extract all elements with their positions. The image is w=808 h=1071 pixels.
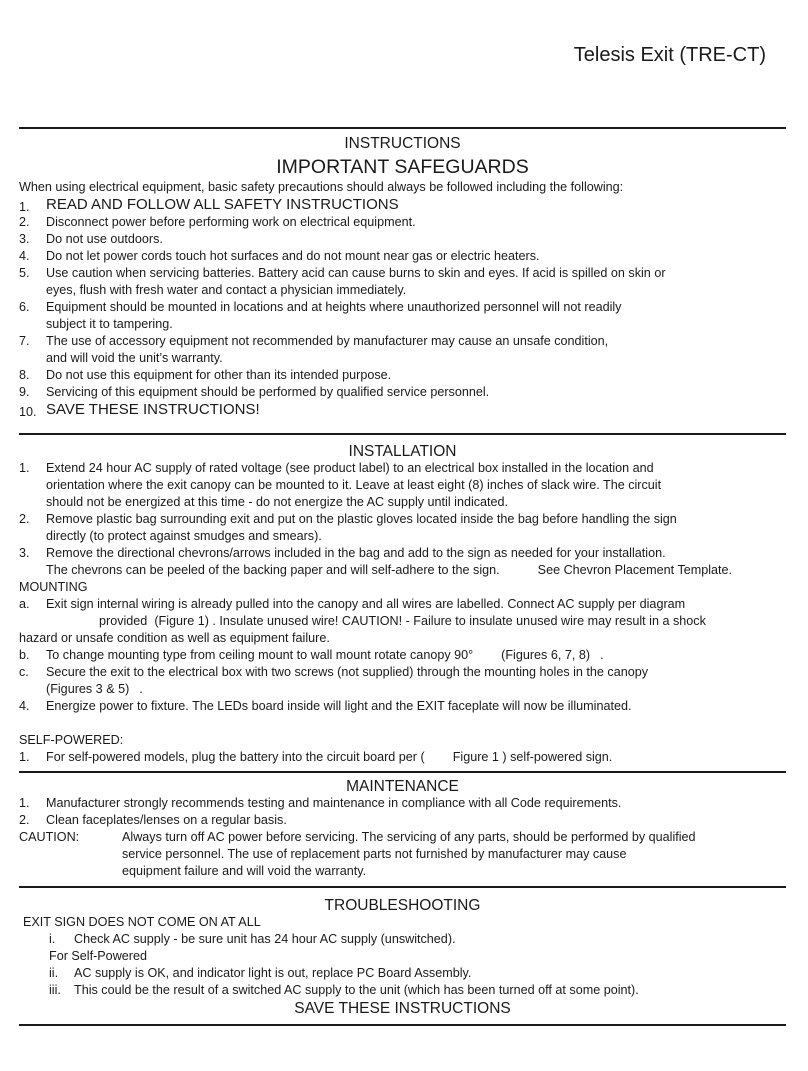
item-number: 1. xyxy=(19,461,30,475)
chevron-template-reference: See Chevron Placement Template. xyxy=(537,563,733,577)
list-item xyxy=(19,333,786,350)
figure-reference: (Figures 3 & 5) xyxy=(46,682,130,696)
instructions-section xyxy=(19,134,786,419)
list-item xyxy=(19,299,786,316)
item-number: i. xyxy=(49,932,56,946)
figure-reference: (Figure 1) xyxy=(154,614,209,628)
item-number: 3. xyxy=(19,546,30,560)
save-instructions-footer: SAVE THESE INSTRUCTIONS xyxy=(294,1000,511,1017)
item-text: Manufacturer strongly recommends testing and maintenance in compliance with all Code requirements. xyxy=(46,796,622,810)
caution-text: equipment failure and will void the warranty. xyxy=(122,864,367,878)
item-number: 1. xyxy=(19,200,30,214)
list-item xyxy=(19,248,786,265)
item-text: The chevrons can be peeled of the backing paper and will self-adhere to the sign. xyxy=(46,563,500,577)
item-text: Check AC supply - be sure unit has 24 hour AC supply (unswitched). xyxy=(74,932,456,946)
list-item xyxy=(19,401,786,419)
item-text: Do not use outdoors. xyxy=(46,232,163,246)
figure-reference: (Figures 6, 7, 8) xyxy=(501,648,591,662)
item-number: 2. xyxy=(19,215,30,229)
list-item xyxy=(19,367,786,384)
list-item xyxy=(19,545,786,562)
installation-section xyxy=(19,442,786,766)
item-text: . xyxy=(139,682,143,696)
item-text: Energize power to fixture. The LEDs board inside will light and the EXIT faceplate will now be illuminated. xyxy=(46,699,632,713)
item-number: 1. xyxy=(19,750,30,764)
item-text: Clean faceplates/lenses on a regular basis. xyxy=(46,813,287,827)
item-text: This could be the result of a switched AC supply to the unit (which has been turned off at some point). xyxy=(74,983,639,997)
maintenance-heading: MAINTENANCE xyxy=(346,778,459,795)
list-item xyxy=(19,965,786,982)
item-continuation: should not be energized at this time - do not energize the AC supply until indicated. xyxy=(46,495,509,509)
item-number: 4. xyxy=(19,249,30,263)
item-continuation: and will void the unit’s warranty. xyxy=(46,351,223,365)
item-text: Equipment should be mounted in locations and at heights where unauthorized personnel will not readily xyxy=(46,300,622,314)
item-text: Do not use this equipment for other than its intended purpose. xyxy=(46,368,392,382)
list-item xyxy=(19,460,786,477)
item-continuation: directly (to protect against smudges and smears). xyxy=(46,529,322,543)
list-item xyxy=(19,664,786,681)
self-powered-label: For Self-Powered xyxy=(49,949,147,963)
maintenance-section xyxy=(19,777,786,880)
troubleshooting-section xyxy=(19,896,786,1019)
item-text: Extend 24 hour AC supply of rated voltage (see product label) to an electrical box installed in the location and xyxy=(46,461,654,475)
list-item xyxy=(19,795,786,812)
instructions-intro: When using electrical equipment, basic safety precautions should always be followed including the following: xyxy=(19,180,624,194)
item-text: Do not let power cords touch hot surfaces and do not mount near gas or electric heaters. xyxy=(46,249,540,263)
divider xyxy=(19,771,786,773)
item-text: Use caution when servicing batteries. Battery acid can cause burns to skin and eyes. If acid is spilled on skin or xyxy=(46,266,666,280)
item-text: Exit sign internal wiring is already pulled into the canopy and all wires are labelled. Connect AC supply per diagram xyxy=(46,597,686,611)
figure-reference: Figure 1 xyxy=(452,750,499,764)
item-continuation xyxy=(19,681,786,698)
list-item xyxy=(19,214,786,231)
item-continuation: subject it to tampering. xyxy=(46,317,173,331)
list-item xyxy=(19,647,786,664)
list-item xyxy=(19,749,786,766)
list-item xyxy=(19,265,786,282)
item-number: 7. xyxy=(19,334,30,348)
item-text: SAVE THESE INSTRUCTIONS! xyxy=(46,401,260,418)
list-item xyxy=(19,196,786,214)
list-item xyxy=(19,698,786,715)
item-continuation: hazard or unsafe condition as well as equipment failure. xyxy=(19,631,330,645)
item-text: For self-powered models, plug the battery into the circuit board per ( xyxy=(46,750,425,764)
caution-note xyxy=(19,829,786,880)
divider xyxy=(19,433,786,435)
item-number: 2. xyxy=(19,512,30,526)
item-number: 10. xyxy=(19,405,37,419)
problem-label: EXIT SIGN DOES NOT COME ON AT ALL xyxy=(23,915,261,929)
divider xyxy=(19,127,786,129)
item-number: 5. xyxy=(19,266,30,280)
item-text: . xyxy=(600,648,604,662)
item-text: Remove plastic bag surrounding exit and put on the plastic gloves located inside the bag before handling the sign xyxy=(46,512,677,526)
item-number: 3. xyxy=(19,232,30,246)
item-letter: a. xyxy=(19,597,30,611)
item-text: Servicing of this equipment should be performed by qualified service personnel. xyxy=(46,385,490,399)
list-item xyxy=(19,511,786,528)
divider xyxy=(19,1024,786,1026)
list-item xyxy=(19,812,786,829)
list-item xyxy=(19,596,786,613)
item-number: 8. xyxy=(19,368,30,382)
item-text: To change mounting type from ceiling mount to wall mount rotate canopy 90° xyxy=(46,648,474,662)
list-item xyxy=(19,384,786,401)
list-item xyxy=(19,931,786,948)
item-number: 4. xyxy=(19,699,30,713)
caution-text: Always turn off AC power before servicing. The servicing of any parts, should be performed by qualified xyxy=(122,830,696,844)
item-continuation: eyes, flush with fresh water and contact a physician immediately. xyxy=(46,283,407,297)
installation-heading: INSTALLATION xyxy=(348,443,457,460)
item-number: 9. xyxy=(19,385,30,399)
divider xyxy=(19,886,786,888)
item-text: READ AND FOLLOW ALL SAFETY INSTRUCTIONS xyxy=(46,196,399,213)
instructions-heading: INSTRUCTIONS xyxy=(344,135,461,152)
item-text: Secure the exit to the electrical box with two screws (not supplied) through the mounting holes in the canopy xyxy=(46,665,649,679)
item-text: AC supply is OK, and indicator light is out, replace PC Board Assembly. xyxy=(74,966,472,980)
item-text: The use of accessory equipment not recommended by manufacturer may cause an unsafe condition, xyxy=(46,334,609,348)
item-letter: c. xyxy=(19,665,29,679)
caution-text: service personnel. The use of replacement parts not furnished by manufacturer may cause xyxy=(122,847,627,861)
item-text: . Insulate unused wire! CAUTION! - Failure to insulate unused wire may result in a shock xyxy=(212,614,706,628)
list-item xyxy=(19,982,786,999)
caution-label: CAUTION: xyxy=(19,830,80,844)
item-number: ii. xyxy=(49,966,59,980)
item-text: provided xyxy=(99,614,148,628)
item-letter: b. xyxy=(19,648,30,662)
safeguards-heading: IMPORTANT SAFEGUARDS xyxy=(276,156,529,178)
self-powered-label: SELF-POWERED: xyxy=(19,733,124,747)
item-number: iii. xyxy=(49,983,61,997)
troubleshooting-heading: TROUBLESHOOTING xyxy=(324,897,481,914)
list-item xyxy=(19,231,786,248)
mounting-label: MOUNTING xyxy=(19,580,88,594)
item-continuation: orientation where the exit canopy can be mounted to it. Leave at least eight (8) inches of slack wire. The circuit xyxy=(46,478,662,492)
item-number: 6. xyxy=(19,300,30,314)
item-continuation xyxy=(19,562,786,579)
item-number: 1. xyxy=(19,796,30,810)
document-title: Telesis Exit (TRE-CT) xyxy=(573,44,766,66)
item-continuation xyxy=(19,613,786,630)
item-number: 2. xyxy=(19,813,30,827)
item-text: Disconnect power before performing work on electrical equipment. xyxy=(46,215,416,229)
item-text: Remove the directional chevrons/arrows included in the bag and add to the sign as needed for your installation. xyxy=(46,546,666,560)
item-text: ) self-powered sign. xyxy=(502,750,613,764)
